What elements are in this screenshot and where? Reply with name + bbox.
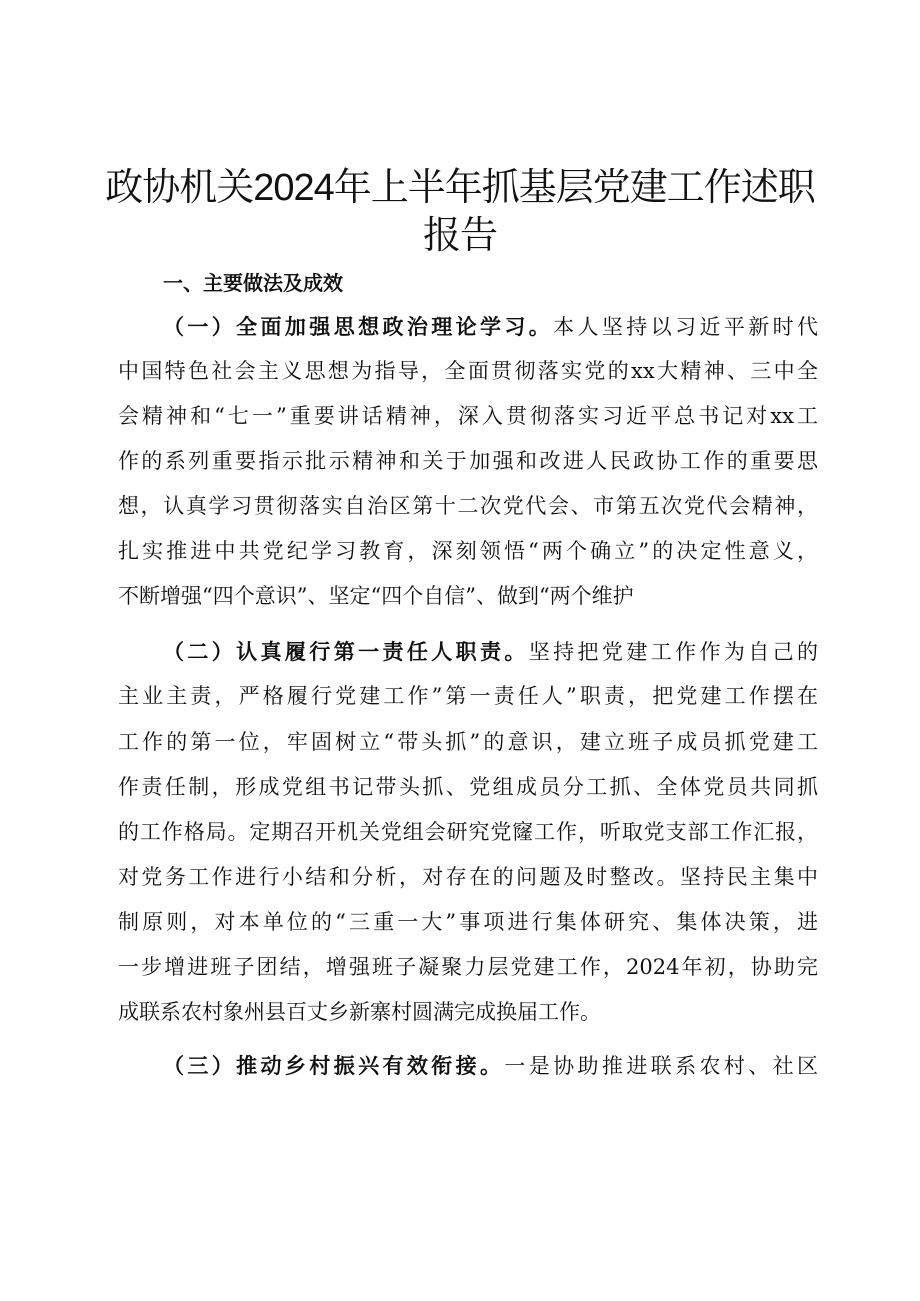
paragraph-1-line-7: 不断增强“四个意识”、坚定“四个自信”、做到“两个维护 (118, 584, 634, 608)
paragraph-1-line-4: 作的系列重要指示批示精神和关于加强和改进人民政协工作的重要思 (118, 449, 818, 473)
paragraph-2-line-1 (163, 637, 818, 667)
paragraph-2-line-9: 成联系农村象州县百丈乡新寨村圆满完成换届工作。 (118, 1000, 601, 1024)
paragraph-1-line-6: 扎实推进中共党纪学习教育，深刻领悟“两个确立”的决定性意义， (118, 539, 818, 563)
document-title-line-1: 政协机关2024年上半年抓基层党建工作述职 (105, 167, 815, 209)
paragraph-3-subheading: （三）推动乡村振兴有效衔接。 (163, 1054, 505, 1078)
paragraph-1-text: 本人坚持以习近平新时代 (553, 315, 819, 339)
paragraph-2-line-3: 工作的第一位，牢固树立“带头抓”的意识，建立班子成员抓党建工 (118, 730, 818, 754)
paragraph-1-line-2: 中国特色社会主义思想为指导，全面贯彻落实党的xx大精神、三中全 (118, 359, 818, 383)
paragraph-1-subheading: （一）全面加强思想政治理论学习。 (163, 315, 554, 339)
paragraph-3-line-1 (163, 1051, 818, 1081)
paragraph-2-line-8: 一步增进班子团结，增强班子凝聚力层党建工作，2024年初，协助完 (118, 955, 818, 979)
document-title-line-2: 报告 (422, 215, 497, 257)
paragraph-2-line-2: 主业主责，严格履行党建工作”第一责任人”职责，把党建工作摆在 (118, 684, 818, 708)
section-heading: 一、主要做法及成效 (163, 271, 343, 295)
paragraph-1-line-1 (163, 312, 818, 342)
paragraph-2-line-5: 的工作格局。定期召开机关党组会研究党窿工作，听取党支部工作汇报， (118, 820, 818, 844)
paragraph-2-subheading: （二）认真履行第一责任人职责。 (163, 640, 529, 664)
paragraph-2-line-4: 作责任制，形成党组书记带头抓、党组成员分工抓、全体党员共同抓 (118, 775, 818, 799)
paragraph-1-line-5: 想，认真学习贯彻落实自治区第十二次党代会、市第五次党代会精神， (118, 494, 818, 518)
paragraph-2-text: 坚持把党建工作作为自己的 (528, 640, 819, 664)
paragraph-3-text: 一是协助推进联系农村、社区 (504, 1054, 819, 1078)
paragraph-2-line-7: 制原则，对本单位的“三重一大”事项进行集体研究、集体决策，进 (118, 910, 818, 934)
paragraph-2-line-6: 对党务工作进行小结和分析，对存在的问题及时整改。坚持民主集中 (118, 865, 818, 889)
paragraph-1-line-3: 会精神和“七一”重要讲话精神，深入贯彻落实习近平总书记对xx工 (118, 404, 818, 428)
